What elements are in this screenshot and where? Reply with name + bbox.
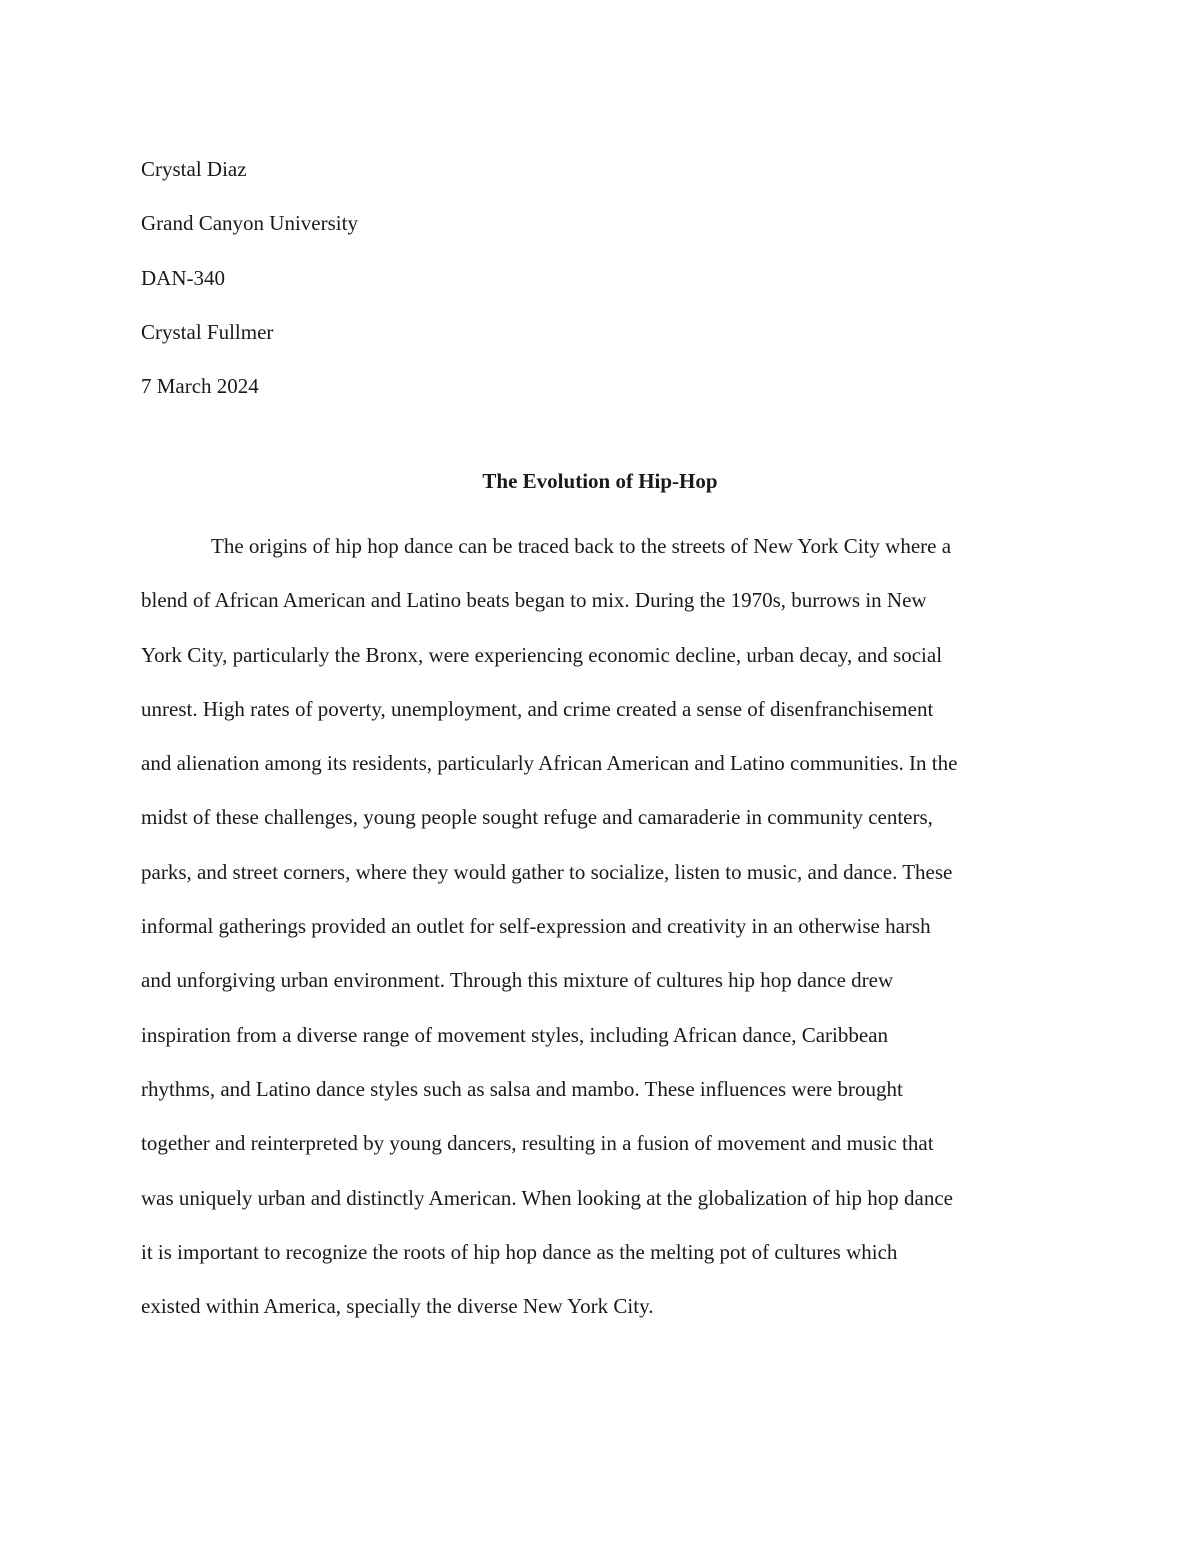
paragraph-line: rhythms, and Latino dance styles such as salsa and mambo. These influences were brought (141, 1076, 903, 1101)
paragraph-line: The origins of hip hop dance can be traced back to the streets of New York City where a (211, 534, 952, 558)
paragraph-line: York City, particularly the Bronx, were experiencing economic decline, urban decay, and social (141, 642, 943, 667)
course-code: DAN-340 (141, 265, 225, 290)
institution-name: Grand Canyon University (141, 211, 358, 236)
author-name: Crystal Diaz (141, 157, 247, 181)
paragraph-line: together and reinterpreted by young dancers, resulting in a fusion of movement and music that (141, 1131, 934, 1156)
paragraph-line: it is important to recognize the roots of hip hop dance as the melting pot of cultures which (141, 1239, 898, 1264)
paragraph-line: existed within America, specially the diverse New York City. (141, 1294, 654, 1319)
paragraph-line: blend of African American and Latino beats began to mix. During the 1970s, burrows in New (141, 588, 927, 613)
paragraph-line: parks, and street corners, where they would gather to socialize, listen to music, and dance. These (141, 859, 953, 884)
instructor-name: Crystal Fullmer (141, 319, 274, 344)
paragraph-line: and unforgiving urban environment. Through this mixture of cultures hip hop dance drew (141, 968, 894, 993)
paragraph-line: and alienation among its residents, particularly African American and Latino communities. In the (141, 751, 958, 776)
paragraph-line: was uniquely urban and distinctly American. When looking at the globalization of hip hop dance (141, 1185, 953, 1210)
paragraph-line: inspiration from a diverse range of movement styles, including African dance, Caribbean (141, 1022, 889, 1047)
paragraph-line: midst of these challenges, young people sought refuge and camaraderie in community centers, (141, 805, 933, 830)
document-date: 7 March 2024 (141, 374, 259, 399)
paragraph-line: informal gatherings provided an outlet for self-expression and creativity in an otherwise harsh (141, 914, 931, 939)
paragraph-line: unrest. High rates of poverty, unemployment, and crime created a sense of disenfranchisement (141, 696, 934, 721)
mla-header (141, 142, 1041, 413)
document-title: The Evolution of Hip-Hop (482, 469, 718, 493)
body-paragraph (141, 519, 1059, 1333)
